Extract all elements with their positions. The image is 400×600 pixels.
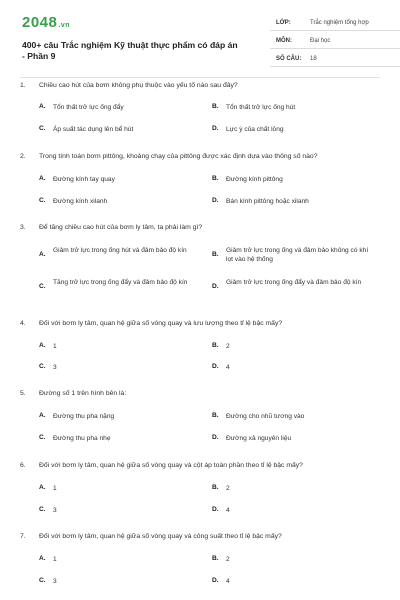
- option-letter: B.: [212, 251, 219, 258]
- meta-row-class: [270, 16, 400, 31]
- option-text: Đường kính tay quay: [53, 176, 115, 183]
- option-letter: B.: [212, 484, 219, 491]
- question-stem: [20, 318, 380, 330]
- question-text: Chiều cao hút của bơm không phụ thuộc vào yếu tố nào sau đây?: [39, 82, 238, 89]
- question-1: [20, 80, 380, 133]
- question-stem: [20, 460, 380, 472]
- meta-label: LỚP:: [276, 20, 291, 26]
- page-header: [20, 10, 380, 68]
- option-text: Áp suất tác dụng lên bể hút: [53, 126, 134, 133]
- meta-row-count: [270, 52, 400, 67]
- option-text: Giảm trở lực trong ống đẩy và đảm bảo độ kín: [226, 279, 362, 286]
- option-text: 1: [53, 556, 57, 563]
- meta-value: 18: [310, 56, 317, 62]
- option-letter: B.: [212, 103, 219, 110]
- option-text: Đường cho nhũ tương vào: [226, 413, 305, 420]
- option-text: 2: [226, 556, 230, 563]
- option-text: Tăng trở lực trong ống đẩy và đảm bảo độ kín: [53, 279, 188, 286]
- option-text: Đường thu pha nặng: [53, 413, 115, 420]
- option-text: Tổn thất trở lực ống đẩy: [53, 104, 124, 111]
- header-divider: [20, 77, 380, 78]
- question-2: [20, 151, 380, 205]
- question-3: [20, 222, 380, 290]
- option-text: Giảm trở lực trong ống hút và đảm bảo độ kín: [53, 247, 187, 254]
- question-stem: [20, 531, 380, 543]
- option-text: 2: [226, 343, 230, 350]
- question-text: Đường số 1 trên hình bên là:: [39, 390, 127, 397]
- logo-text: 2048: [22, 14, 58, 31]
- option-letter: A.: [39, 555, 46, 562]
- question-text: Đối với bơm ly tâm, quan hệ giữa số vòng quay và cột áp toàn phần theo tỉ lệ bậc mấy?: [39, 462, 303, 469]
- question-number: 6.: [20, 462, 26, 469]
- option-letter: D.: [212, 197, 219, 204]
- question-number: 5.: [20, 390, 26, 397]
- option-text: Bán kính pittông hoặc xilanh: [226, 198, 309, 205]
- option-letter: B.: [212, 412, 219, 419]
- question-text: Để tăng chiều cao hút của bơm ly tâm, ta phải làm gì?: [39, 224, 203, 231]
- option-letter: D.: [212, 577, 219, 584]
- question-6: [20, 460, 380, 514]
- question-4: [20, 318, 380, 371]
- option-letter: B.: [212, 342, 219, 349]
- question-stem: [20, 80, 380, 92]
- option-letter: A.: [39, 251, 46, 258]
- meta-table: [270, 16, 400, 67]
- question-text: Đối với bơm ly tâm, quan hệ giữa số vòng quay và công suất theo tỉ lệ bậc mấy?: [39, 533, 282, 540]
- question-7: [20, 531, 380, 585]
- question-number: 4.: [20, 320, 26, 327]
- option-letter: C.: [39, 577, 46, 584]
- option-letter: A.: [39, 103, 46, 110]
- option-text: 3: [53, 507, 57, 514]
- option-letter: A.: [39, 175, 46, 182]
- question-5: [20, 388, 380, 442]
- option-text: Đường kính xilanh: [53, 198, 108, 205]
- meta-row-subject: [270, 34, 400, 49]
- option-text: 3: [53, 364, 57, 371]
- document-title: 400+ câu Trắc nghiệm Kỹ thuật thực phẩm có đáp án - Phần 9: [22, 40, 238, 61]
- option-letter: A.: [39, 412, 46, 419]
- option-letter: D.: [212, 506, 219, 513]
- option-letter: D.: [212, 434, 219, 441]
- option-text: 2: [226, 485, 230, 492]
- question-number: 3.: [20, 224, 26, 231]
- option-letter: B.: [212, 555, 219, 562]
- meta-value: Trắc nghiệm tổng hợp: [310, 20, 369, 26]
- question-stem: [20, 151, 380, 163]
- option-text: Lực ỳ của chất lỏng: [226, 126, 284, 133]
- site-logo[interactable]: [22, 14, 70, 31]
- question-number: 2.: [20, 153, 26, 160]
- meta-value: Đại học: [310, 38, 331, 44]
- option-letter: C.: [39, 363, 46, 370]
- logo-suffix: .vn: [58, 22, 70, 29]
- option-letter: B.: [212, 175, 219, 182]
- option-text: 1: [53, 485, 57, 492]
- question-number: 7.: [20, 533, 26, 540]
- option-letter: C.: [39, 506, 46, 513]
- option-letter: A.: [39, 484, 46, 491]
- option-text: Giảm trở lực trong ống và đảm bảo không có khí lọt vào hệ thống: [226, 247, 369, 263]
- option-text: 4: [226, 364, 230, 371]
- meta-label: SỐ CÂU:: [276, 56, 302, 62]
- question-text: Trong tính toán bơm pittông, khoảng chạy của pittông được xác định dựa vào thông số nào?: [39, 153, 318, 160]
- option-text: Đường xả nguyên liệu: [226, 435, 292, 442]
- option-text: Đường thu pha nhẹ: [53, 435, 111, 442]
- question-text: Đối với bơm ly tâm, quan hệ giữa số vòng quay và lưu lượng theo tỉ lệ bậc mấy?: [39, 320, 283, 327]
- option-letter: A.: [39, 342, 46, 349]
- option-text: Đường kính pittông: [226, 176, 283, 183]
- option-text: 4: [226, 578, 230, 585]
- option-text: 3: [53, 578, 57, 585]
- option-letter: D.: [212, 363, 219, 370]
- option-letter: C.: [39, 197, 46, 204]
- question-stem: [20, 222, 380, 234]
- option-letter: C.: [39, 283, 46, 290]
- meta-label: MÔN:: [276, 38, 292, 44]
- option-text: Tổn thất trở lực ống hút: [226, 104, 296, 111]
- question-number: 1.: [20, 82, 26, 89]
- question-stem: [20, 388, 380, 400]
- option-text: 1: [53, 343, 57, 350]
- option-letter: C.: [39, 434, 46, 441]
- option-letter: C.: [39, 125, 46, 132]
- option-text: 4: [226, 507, 230, 514]
- option-letter: D.: [212, 283, 219, 290]
- option-letter: D.: [212, 125, 219, 132]
